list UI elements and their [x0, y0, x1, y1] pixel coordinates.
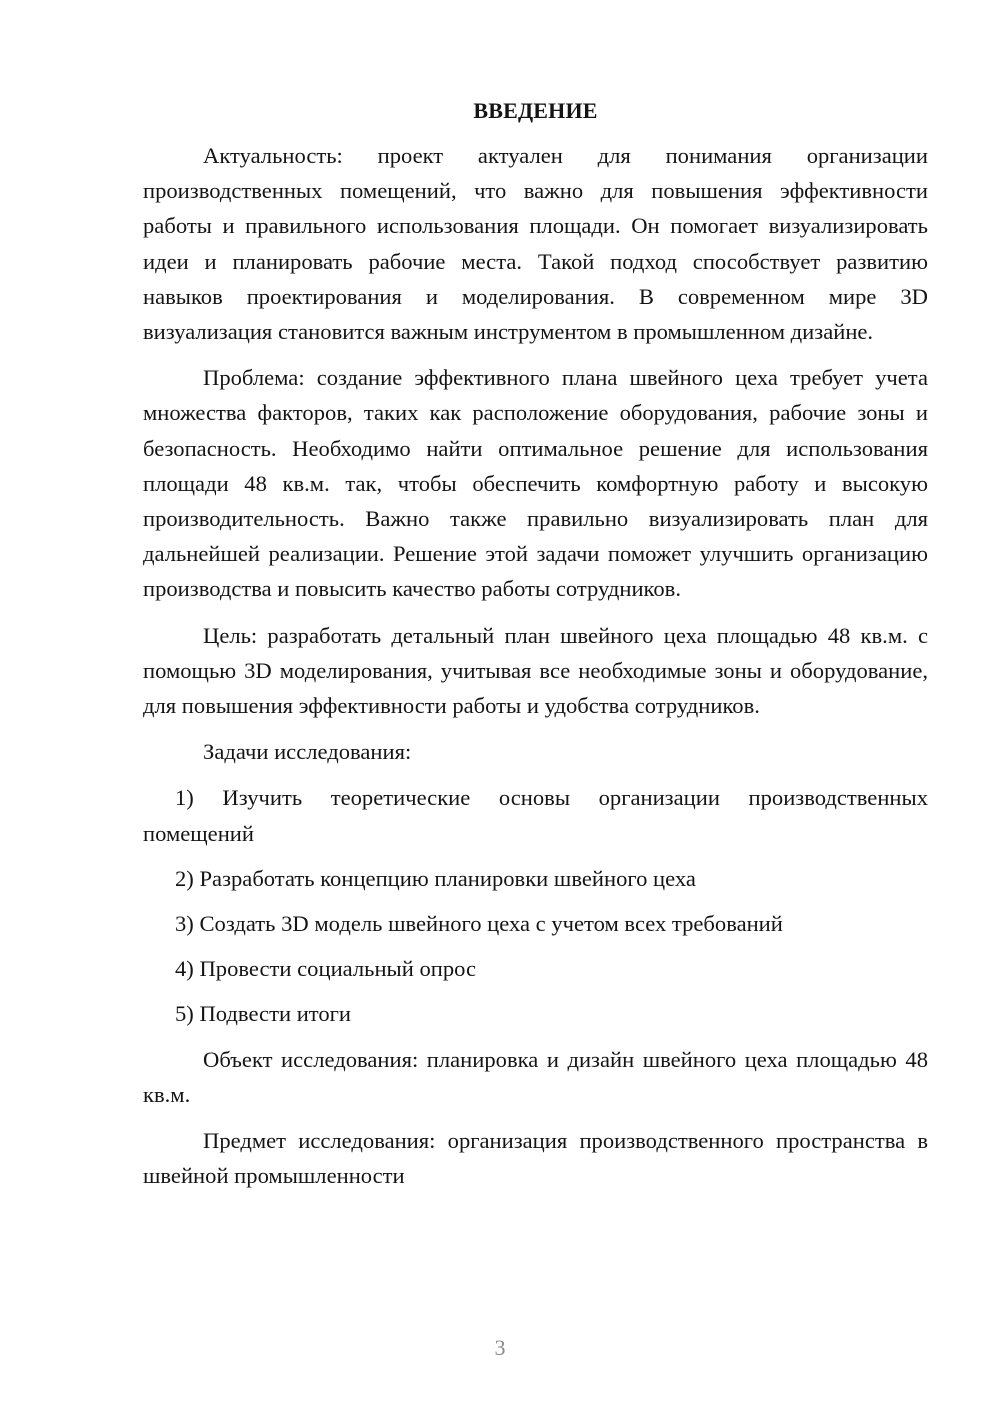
document-page — [143, 96, 928, 1204]
tasks-list — [143, 780, 928, 1031]
page-number: 3 — [494, 1335, 506, 1360]
task-item: 5) Подвести итоги — [175, 1001, 352, 1027]
goal-paragraph: Цель: разработать детальный план швейного цеха площадью 48 кв.м. с помощью 3D моделирования, учитывая все необходимые зоны и оборудование, для повышения эффективности работы и удобства сотрудников. — [143, 622, 928, 719]
object-paragraph: Объект исследования: планировка и дизайн швейного цеха площадью 48 кв.м. — [143, 1046, 928, 1107]
task-item: 3) Создать 3D модель швейного цеха с учетом всех требований — [175, 911, 783, 937]
task-item: 2) Разработать концепцию планировки швейного цеха — [175, 865, 696, 891]
task-item: 1) Изучить теоретические основы организации производственных помещений — [143, 785, 928, 846]
task-item: 4) Провести социальный опрос — [175, 956, 477, 982]
problem-paragraph: Проблема: создание эффективного плана швейного цеха требует учета множества факторов, таких как расположение оборудования, рабочие зоны и безопасность. Необходимо найти оптимальное решение для использования площади 48 кв.м. так, чтобы обеспечить комфортную работу и высокую производительность. Важно также правильно визуализировать план для дальнейшей реализации. Решение этой задачи поможет улучшить организацию производства и повысить качество работы сотрудников. — [143, 365, 928, 602]
relevance-paragraph: Актуальность: проект актуален для понимания организации производственных помещений, что важно для повышения эффективности работы и правильного использования площади. Он помогает визуализировать идеи и планировать рабочие места. Такой подход способствует развитию навыков проектирования и моделирования. В современном мире 3D визуализация становится важным инструментом в промышленном дизайне. — [143, 143, 928, 345]
tasks-title: Задачи исследования: — [203, 739, 412, 765]
subject-paragraph: Предмет исследования: организация производственного пространства в швейной промышленности — [143, 1128, 928, 1189]
section-heading: ВВЕДЕНИЕ — [473, 98, 598, 123]
